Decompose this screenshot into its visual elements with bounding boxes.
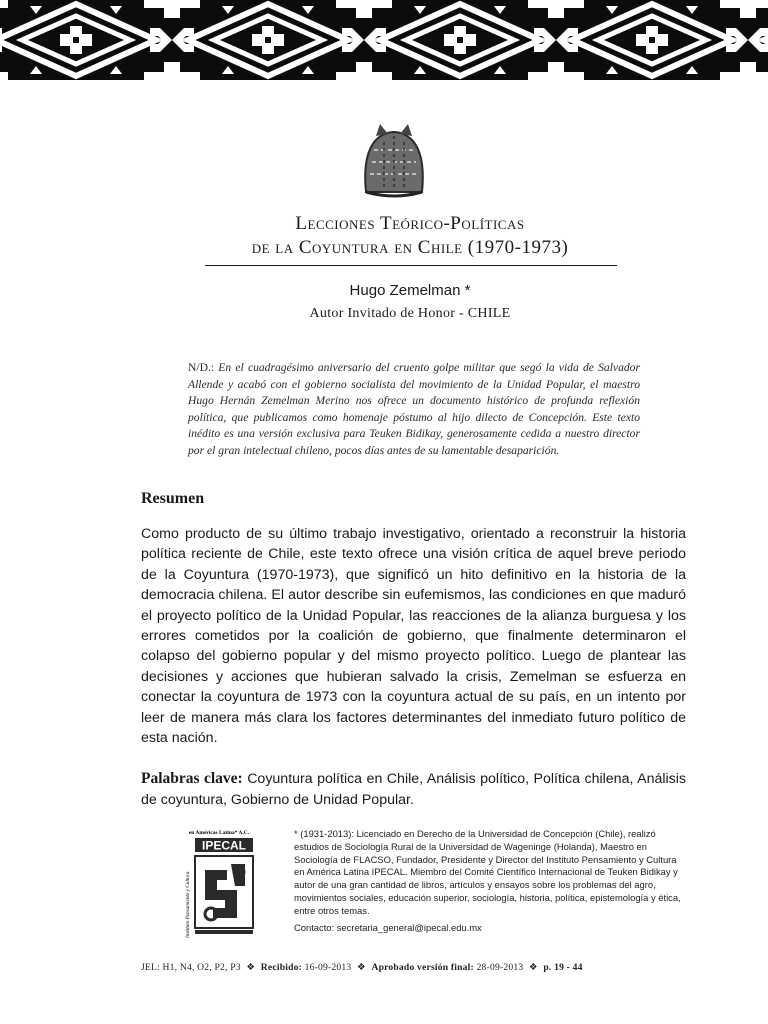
title-line-2: de la Coyuntura en Chile (1970-1973) xyxy=(251,237,569,258)
page-footer xyxy=(141,962,583,973)
keywords-label: Palabras clave: xyxy=(141,770,243,787)
approved-date: 28-09-2013 xyxy=(476,962,524,973)
author-footnote xyxy=(294,828,689,934)
approved-label: Aprobado versión final: xyxy=(371,962,474,973)
abstract-heading: Resumen xyxy=(141,490,205,507)
title-underline xyxy=(205,265,617,266)
received-date: 16-09-2013 xyxy=(304,962,352,973)
editor-note-text: En el cuadragésimo aniversario del cruento golpe militar que segó la vida de Salvador Allende y acabó con el gobierno socialista del movimiento de la Unidad Popular, el maestro Hugo Hernán Zemelman Merino nos ofrece un documento histórico de profunda reflexión política, que publicamos como homenaje póstumo al hijo dilecto de Concepción. Este texto inédito es una versión exclusiva para Teuken Bidikay, generosamente cedida a nuestro director por el gran intelectual chileno, pocos días antes de su lamentable desaparición. xyxy=(188,361,640,457)
logo-name: IPECAL xyxy=(201,838,247,853)
woven-helmet-image xyxy=(358,122,430,200)
article-title xyxy=(150,212,670,260)
separator-icon: ❖ xyxy=(357,962,366,973)
keywords xyxy=(141,768,686,811)
logo-top-text: en Américas Latina* A.C. xyxy=(188,830,250,836)
decorative-banner xyxy=(0,0,768,80)
author-name: Hugo Zemelman * xyxy=(349,282,471,299)
footnote-text: * (1931-2013): Licenciado en Derecho de la Universidad de Concepción (Chile), realizó estudios de Sociología Rural de la Universidad de Wageninge (Holanda), Maestro en Sociología de FLACSO, Fundador, Presidente y Director del Instituto Pensamiento y Cultura en América Latina IPECAL. Miembro del Comité Científico Internacional de Teuken Bidikay y autor de una gran cantidad de libros, artículos y ensayos sobre los problemas del agro, movimientos sociales, educación superior, sociología, historia, política, epistemología y ética, entre otros temas. xyxy=(294,828,681,916)
separator-icon: ❖ xyxy=(246,962,256,973)
geometric-pattern-icon xyxy=(0,0,768,80)
title-line-1: Lecciones Teórico-Políticas xyxy=(295,213,525,234)
author-role: Autor Invitado de Honor - CHILE xyxy=(309,306,511,321)
editor-note xyxy=(188,360,640,460)
keywords-text: Coyuntura política en Chile, Análisis político, Política chilena, Análisis de coyuntura, Gobierno de Unidad Popular. xyxy=(141,771,686,808)
received-label: Recibido: xyxy=(260,962,303,973)
page-range: p. 19 - 44 xyxy=(543,962,583,973)
logo-side-text: Instituto Pensamiento y Cultura xyxy=(185,871,191,938)
editor-note-label: N/D.: xyxy=(188,361,215,374)
separator-icon: ❖ xyxy=(528,962,538,973)
ipecal-logo xyxy=(177,826,257,946)
jel-codes: JEL: H1, N4, O2, P2, P3 xyxy=(141,962,241,973)
abstract-text: Como producto de su último trabajo investigativo, orientado a reconstruir la historia política reciente de Chile, este texto ofrece una visión crítica de aquel breve periodo de la Coyuntura (1970-1973), que significó un hito definitivo en la historia de la democracia chilena. El autor describe sin eufemismos, las condiciones en que maduró el proyecto político de la Unidad Popular, las reacciones de la alianza burguesa y los errores cometidos por la coalición de gobierno, que finalmente determinaron el colapso del gobierno popular y del mismo proyecto político. Luego de plantear las decisiones y acciones que hubieran salvado la crisis, Zemelman se esfuerza en conectar la coyuntura de 1973 con la coyuntura actual de su país, en un intento por leer de manera más clara los factores determinantes del inmediato futuro político de esta nación. xyxy=(141,526,686,747)
footnote-contact: Contacto: secretaria_general@ipecal.edu.mx xyxy=(294,921,482,933)
